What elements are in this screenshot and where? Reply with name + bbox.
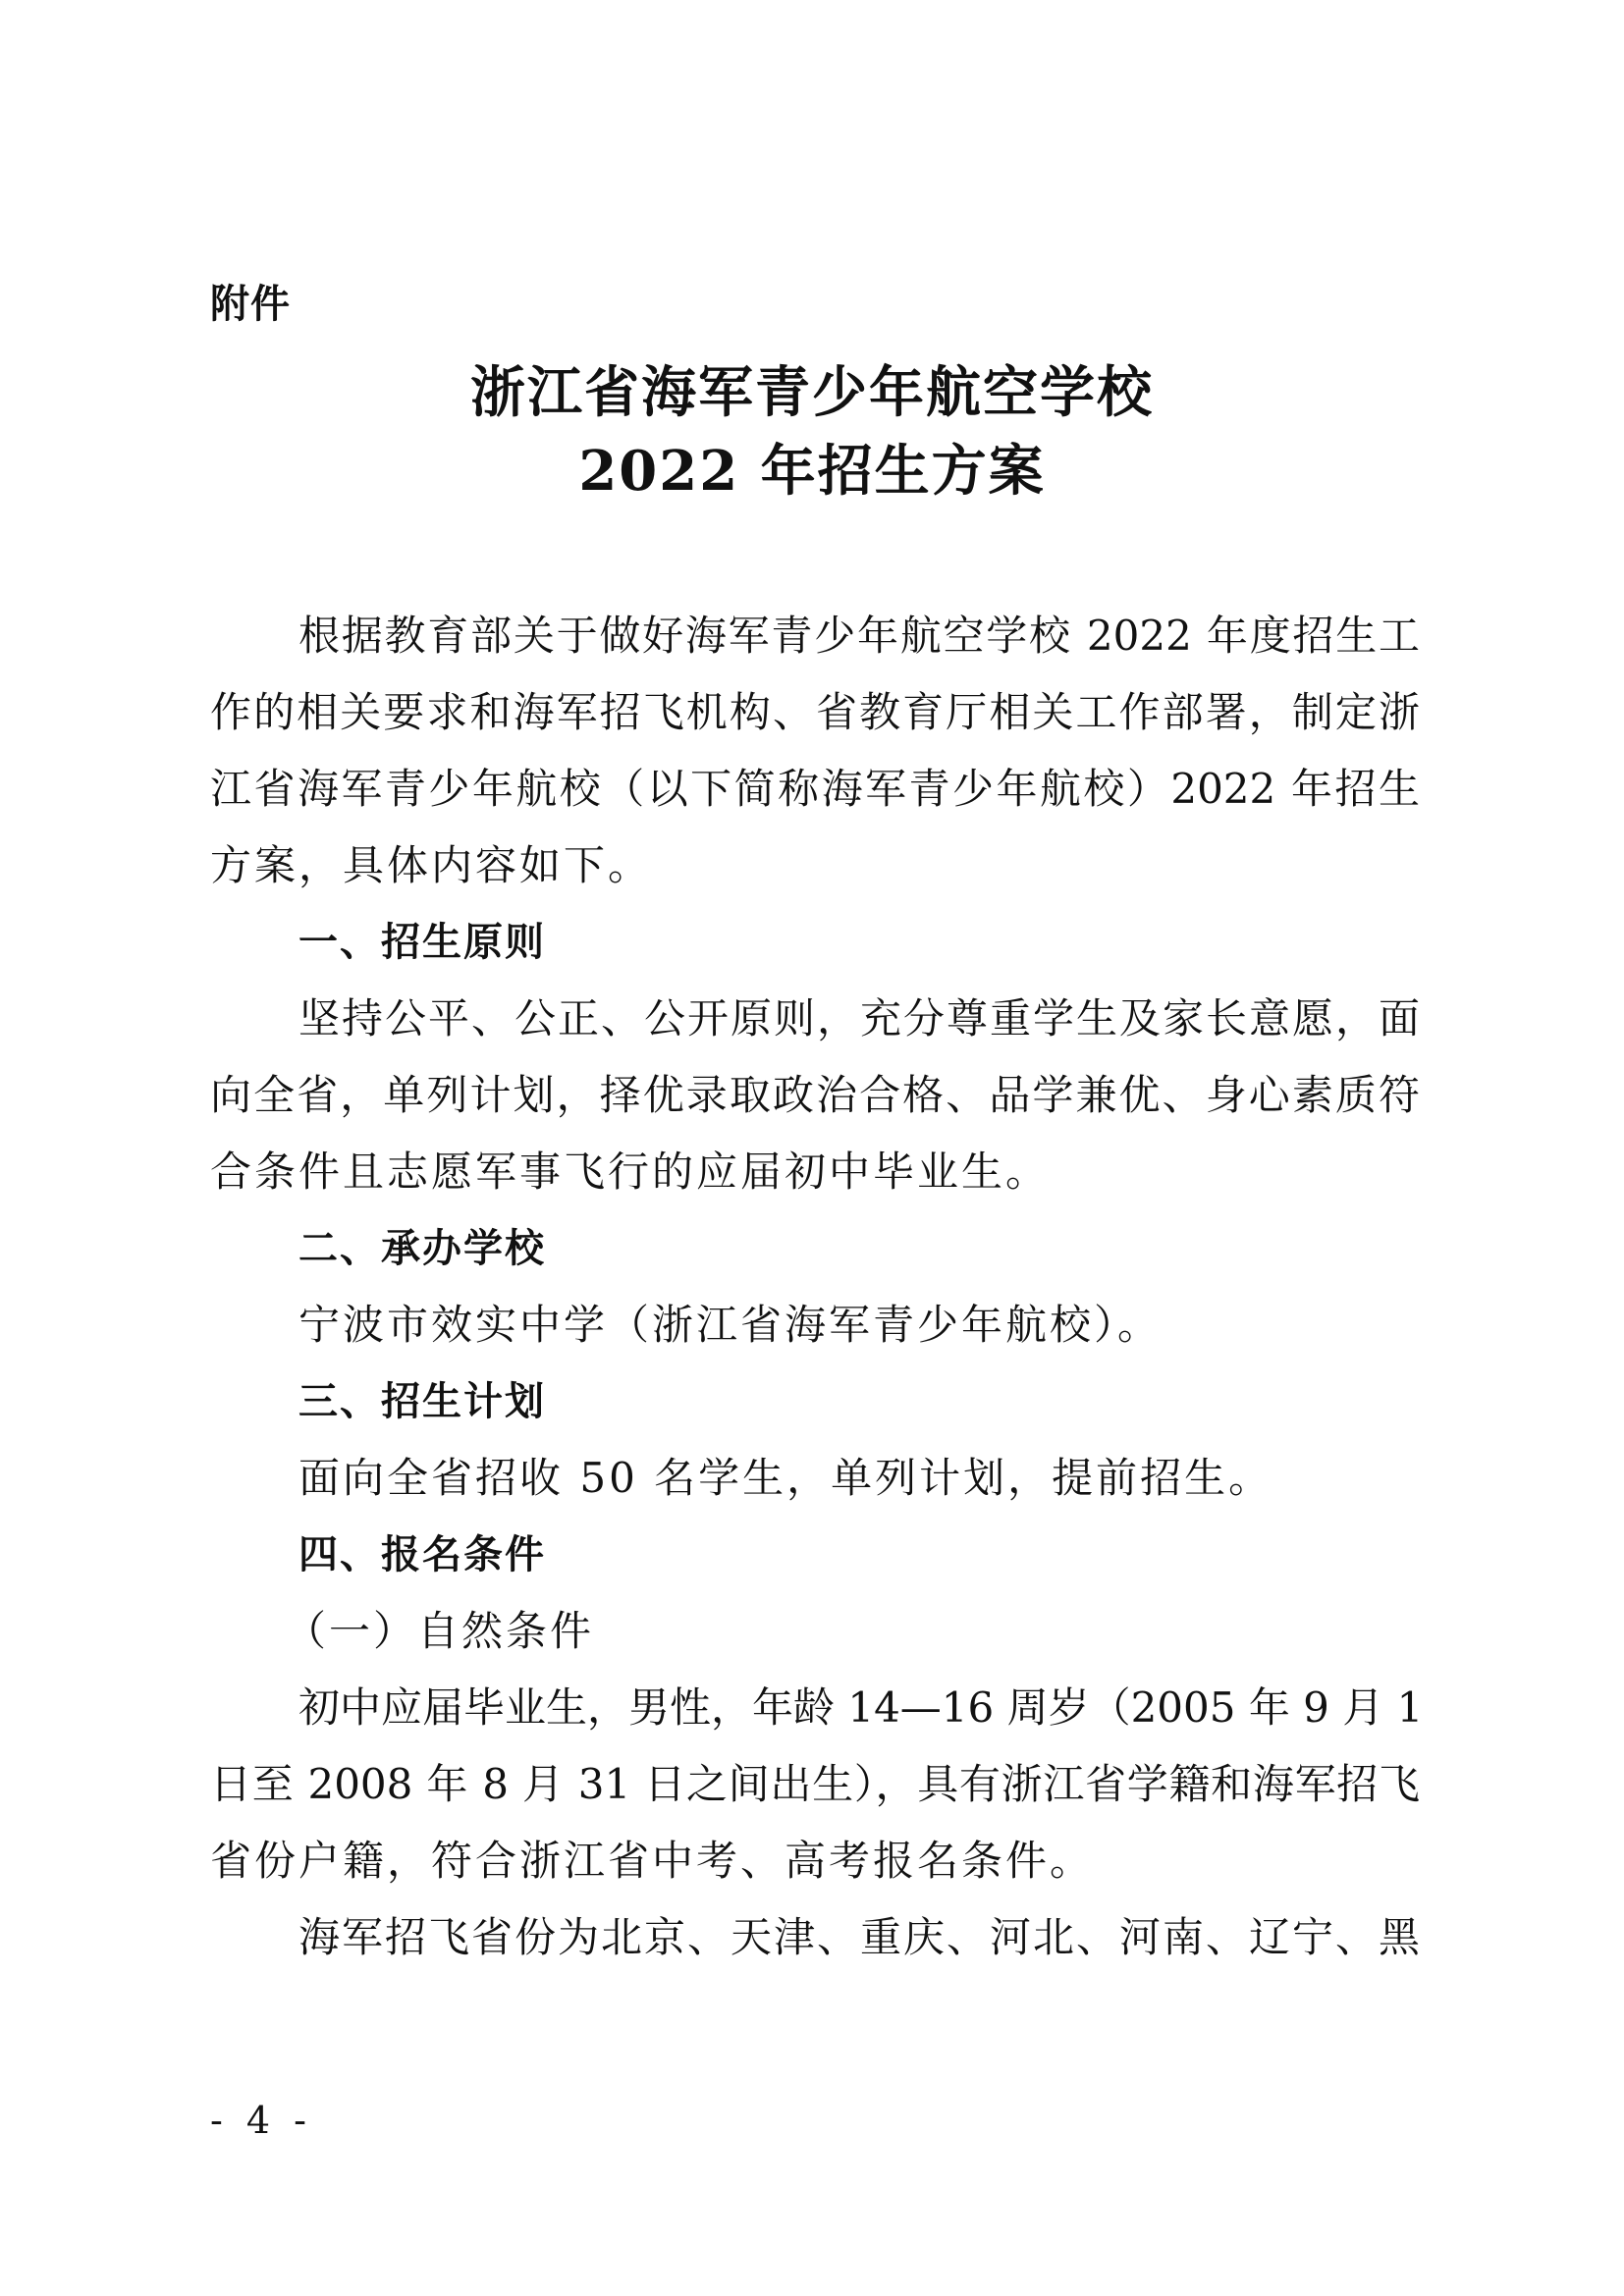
section-heading: 二、承办学校 — [298, 1226, 546, 1271]
body-line: 初中应届毕业生，男性，年龄 14—16 周岁（2005 年 9 月 1 — [298, 1683, 1424, 1732]
body-line: 江省海军青少年航校（以下简称海军青少年航校）2022 年招生 — [210, 765, 1420, 813]
body-line: 向全省，单列计划，择优录取政治合格、品学兼优、身心素质符 — [210, 1071, 1420, 1119]
body-line: 宁波市效实中学（浙江省海军青少年航校）。 — [298, 1301, 1163, 1349]
body-line: 坚持公平、公正、公开原则，充分尊重学生及家长意愿，面 — [298, 994, 1420, 1042]
body-line: 根据教育部关于做好海军青少年航空学校 2022 年度招生工 — [298, 612, 1420, 660]
body-line: 方案，具体内容如下。 — [210, 841, 653, 889]
document-title-subline: 2022 年招生方案 — [578, 439, 1046, 504]
attachment-label: 附件 — [210, 282, 291, 327]
body-line: 合条件且志愿军事飞行的应届初中毕业生。 — [210, 1148, 1051, 1196]
body-line: 作的相关要求和海军招飞机构、省教育厅相关工作部署，制定浙 — [210, 688, 1420, 736]
section-heading: 三、招生计划 — [298, 1379, 546, 1424]
page-number: - 4 - — [210, 2099, 313, 2142]
body-line: 面向全省招收 50 名学生，单列计划，提前招生。 — [298, 1454, 1273, 1502]
body-line: 海军招飞省份为北京、天津、重庆、河北、河南、辽宁、黑 — [298, 1913, 1420, 1961]
body-line: 日至 2008 年 8 月 31 日之间出生），具有浙江省学籍和海军招飞 — [210, 1760, 1420, 1808]
subsection-heading: （一）自然条件 — [285, 1607, 595, 1655]
section-heading: 四、报名条件 — [298, 1532, 546, 1577]
body-line: 省份户籍，符合浙江省中考、高考报名条件。 — [210, 1837, 1095, 1885]
section-heading: 一、招生原则 — [298, 920, 546, 965]
document-title: 浙江省海军青少年航空学校 — [470, 360, 1154, 425]
